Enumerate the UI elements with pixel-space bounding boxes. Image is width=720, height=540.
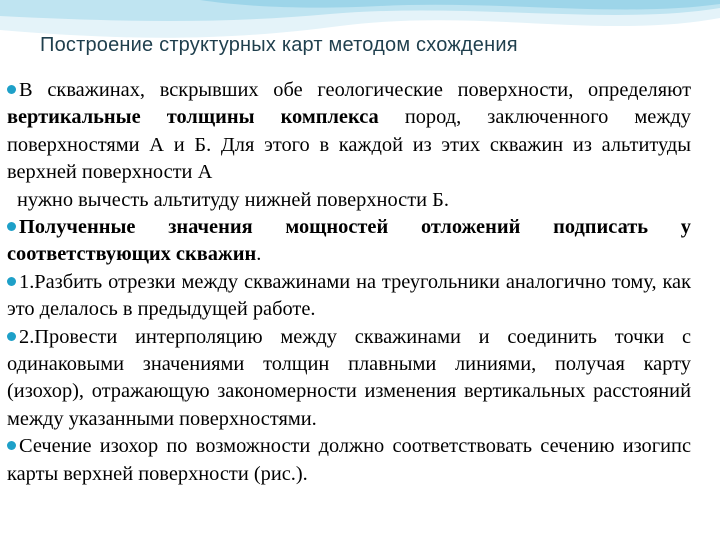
- paragraph-text: 2.Провести интерполяцию между скважинами и соединить точки с одинаковыми значениями толщин плавными линиями, получая карту (изохор), отражающую закономерности изменения вертикальных расстояний между указанными поверхностями.: [7, 325, 691, 430]
- paragraph-text: нужно вычесть альтитуду нижней поверхности Б.: [17, 188, 449, 211]
- bullet-icon: [7, 332, 16, 341]
- paragraph-text: 1.Разбить отрезки между скважинами на треугольники аналогично тому, как это делалось в предыдущей работе.: [7, 270, 691, 321]
- bold-text: вертикальные толщины комплекса: [7, 106, 379, 129]
- list-item: [7, 214, 691, 269]
- page-title: Построение структурных карт методом схождения: [40, 34, 518, 56]
- paragraph-text: Сечение изохор по возможности должно соответствовать сечению изогипс карты верхней поверхности (рис.).: [7, 435, 691, 485]
- bullet-icon: [7, 441, 16, 450]
- paragraph-text: В скважинах, вскрывших обе геологические поверхности, определяют: [19, 79, 691, 101]
- bold-text: Полученные значения мощностей отложений подписать у соответствующих скважин: [7, 216, 691, 266]
- list-item: [7, 324, 691, 434]
- paragraph-text: .: [256, 243, 262, 266]
- list-item: [7, 77, 691, 214]
- body-text: [7, 77, 691, 488]
- list-item: [7, 269, 691, 324]
- list-item: [7, 433, 691, 488]
- bullet-icon: [7, 222, 16, 231]
- bullet-icon: [7, 277, 16, 286]
- bullet-icon: [7, 85, 16, 94]
- paragraph-text: пород, заключенного между поверхностями А и Б. Для этого в каждой из этих скважин из альтитуды верхней поверхности А: [7, 106, 692, 184]
